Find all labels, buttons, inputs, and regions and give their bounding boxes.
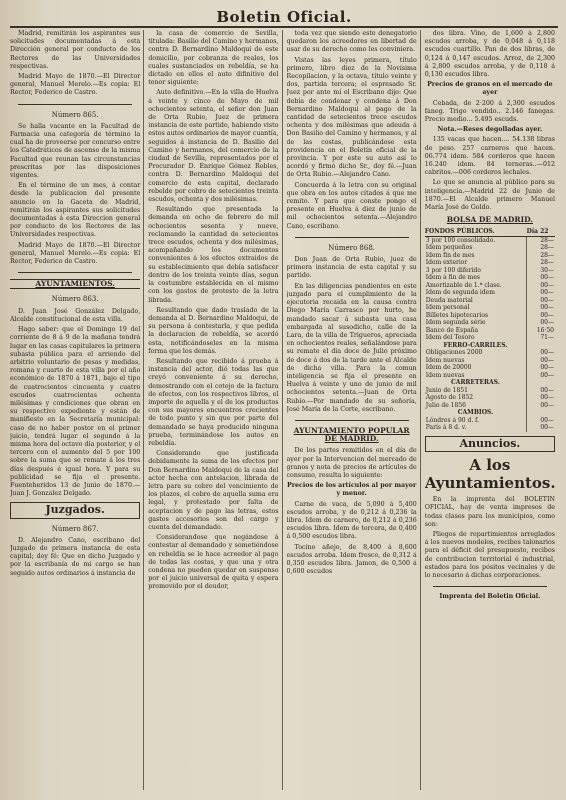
columns bbox=[10, 30, 558, 790]
row-label: Idem nuevas bbox=[425, 356, 465, 364]
table-row bbox=[425, 304, 555, 312]
row-value: 00— bbox=[527, 282, 555, 290]
row-value: 28— bbox=[527, 236, 555, 244]
column-3 bbox=[287, 30, 421, 790]
table-row bbox=[425, 417, 555, 425]
row-value bbox=[527, 379, 555, 387]
column-2 bbox=[148, 30, 282, 790]
row-value: 28— bbox=[527, 244, 555, 252]
paragraph: En la imprenta del BOLETIN OFICIAL, hay de venta impresos de todas clases para los municipios, como son: bbox=[424, 496, 555, 528]
bond-table bbox=[425, 228, 555, 432]
section-heading: AYUNTAMIENTOS. bbox=[10, 279, 140, 289]
table-row bbox=[425, 289, 555, 297]
notice-number: Número 868. bbox=[328, 243, 376, 252]
headline: A los Ayuntamientos. bbox=[424, 456, 556, 493]
row-label: Julio de 1856 bbox=[425, 401, 466, 409]
table-row bbox=[425, 312, 555, 320]
row-value bbox=[527, 342, 555, 350]
table-row bbox=[425, 282, 555, 290]
paragraph: Resultando que dado traslado de la demanda al D. Bernardino Maldoqui, de su persona á contestarla, y que pedida la declaracion de rebeldía, se acordó esta, notificándoseles en la misma forma que los demás. bbox=[148, 306, 279, 355]
row-value: 00— bbox=[527, 387, 555, 395]
paragraph: Hago saber: que el Domingo 19 del corriente de 8 á 9 de la mañana tendrá lugar en las casas capitulares la primera subasta pública para el arriendo del arbitrio voluntario de pesas y medidas, romana y cuarto de esta villa por el año económico de 1870 á 1871, bajo el tipo de cuatrocientos cincuenta y cuatro escudos cuatrocientas ochenta milésimas y condiciones que obran en su respectivo expediente y están de manifiesto en la Secretaría municipal: caso de no haber postor en el primer juicio, tendrá lugar el segundo á la misma hora del octavo día posterior, y el tercero con el aumento del 5 por 100 sobre la suma que se remate á los tres días después é igual hora. Y para su publicidad se fija el presente. Fuenteheridos 13 de Junio de 1870.—Juan J. Gonzalez Delgado. bbox=[10, 326, 141, 498]
row-label: Idem fin de mes bbox=[425, 251, 475, 259]
row-label: Idem de 20000 bbox=[425, 364, 472, 372]
notice-number: Número 863. bbox=[51, 295, 99, 304]
table-row bbox=[425, 357, 555, 365]
table-row bbox=[425, 387, 555, 395]
paragraph: 135 vacas que hacen.... 54.138 libras de peso. 257 carneros que hacen. 06.774 idem. 584 corderos que hacen 16.240 idem. 84 terneras..—012 cabritos.—006 corderos lechales. bbox=[424, 136, 555, 177]
row-value: 00— bbox=[527, 424, 555, 432]
section-heading: Juzgados. bbox=[10, 502, 140, 518]
notice-number: Número 865. bbox=[51, 110, 99, 119]
section-heading: AYUNTAMIENTO POPULAR DE MADRID. bbox=[293, 425, 410, 444]
row-label: Idem de segunda idem bbox=[425, 289, 495, 297]
paragraph: Pliegos de repartimientos arreglados á los nuevos modelos, recibos talonarios para el déficit del presupuesto, recibos de contribucion territorial é industrial, estados para los pósitos vecinales y de lo necesario á dichas corporaciones. bbox=[424, 530, 555, 579]
divider bbox=[433, 586, 547, 587]
row-label: CARRETERAS. bbox=[451, 379, 500, 387]
row-label: Idem nuevas bbox=[425, 371, 465, 379]
row-value: 00— bbox=[527, 297, 555, 305]
row-value: 00— bbox=[527, 372, 555, 380]
row-value: 71— bbox=[527, 334, 555, 342]
column-1 bbox=[10, 30, 144, 790]
row-label: Agosto de 1852 bbox=[425, 394, 474, 402]
divider bbox=[18, 272, 132, 273]
divider bbox=[295, 420, 409, 421]
row-value: 00— bbox=[527, 357, 555, 365]
row-label: Idem exterior bbox=[425, 259, 468, 267]
divider bbox=[295, 237, 409, 238]
table-header: Día 22 bbox=[527, 228, 555, 236]
paragraph: Carne de vaca, de 5,090 á 5,400 escudos arroba, y de 0,212 á 0,236 la libra. Idem de carnero, de 0,212 á 0,236 escudos libra. Idem de tercera, de 0,400 á 0,500 escudos libra. bbox=[286, 500, 417, 541]
row-label: Idem del Tesoro bbox=[425, 334, 475, 342]
table-row bbox=[425, 274, 555, 282]
paragraph: Vistas las leyes primera, título primero, libro diez de la Novísima Recopilacion, y la octava, título veinte y dos, partida tercera; el espresado Sr. Juez por ante mí el Escribano dijo: Que debía de condenar y condena á Don Bernardino Maldoqui al pago de la cantidad de setecientos trece escudos ochenta y dos milésimas que adeuda á Don Basilio del Camino y hermanos, y al de las costas, publicándose esta providencia en el Boletín oficial de la provincia. Y por este su auto así lo acordó y firmó dicho Sr., doy fé.—Juan de Orta Rubio.—Alejandro Cano. bbox=[286, 56, 417, 179]
column-4 bbox=[425, 30, 558, 790]
paragraph: la casa de comercio de Sevilla, titulada: Basilio del Camino y hermanos, contra D. Bernardino Maldoqui de este domicilio, por cobranza de reales, los cuales sustanciados en rebeldía, se ha dictado en ellos el auto difinitivo del tenor siguiente: bbox=[148, 30, 279, 87]
table-row bbox=[425, 244, 555, 252]
row-value: 00— bbox=[527, 319, 555, 327]
table-row bbox=[425, 394, 555, 402]
masthead-title: Boletin Oficial. bbox=[10, 6, 558, 28]
paragraph: De los partes remitidos en el día de ayer por la Intervencion del mercado de granos y nota de precios de artículos de consumo, resulta lo siguiente: bbox=[286, 447, 417, 479]
table-row bbox=[425, 252, 555, 260]
table-row bbox=[425, 424, 555, 432]
paragraph: D. Juan José González Delgado, Alcalde constitucional de esta villa. bbox=[10, 307, 141, 323]
row-value: 00— bbox=[527, 349, 555, 357]
table-row bbox=[425, 402, 555, 410]
row-label: Obligaciones 2000 bbox=[425, 349, 483, 357]
paragraph: Considerandose que negándose á contestar al demandado y sometiéndose en rebeldía se le hace acreedor al pago de todas las costas, y que una y otra condena no pueden quedar en suspenso por el juicio universal de quita y espera promovido por el deudor, bbox=[148, 534, 279, 591]
row-label: Banco de España bbox=[425, 326, 479, 334]
imprint: Imprenta del Boletin Oficial. bbox=[439, 593, 541, 601]
row-value: 28— bbox=[527, 252, 555, 260]
paragraph: Madrid Mayo de 1870.—El Director general, Manuel Merelo.—Es copia: El Rector, Federico de Castro. bbox=[10, 241, 141, 266]
row-value: 00— bbox=[527, 364, 555, 372]
subheading: Nota.—Reses degolladas ayer. bbox=[437, 126, 543, 134]
table-row bbox=[425, 342, 555, 350]
paragraph: En las diligencias pendientes en este juzgado para el cumplimiento de la ejecutoria recaida en la causa contra Diego María Carrasco por hurto, he mandado sacar á subasta una casa embargada al susodicho, calle de la Lara, de la villa de Trigueros, apreciada en ochocientos reales, señalándose para su remate el dia doce de Julio próximo de doce á dos de la tarde ante el Alcalde de dicha villa. Para la comun inteligencia se fija el presente en Huelva á veinte y uno de junio de mil ochocientos setenta.—Juan de Orta Rubio.—Por mandado de su señoría, José María de la Corte, escribano. bbox=[286, 282, 417, 413]
row-value: 00— bbox=[527, 417, 555, 425]
row-label: FERRO-CARRILES. bbox=[443, 341, 508, 349]
row-value: 00— bbox=[527, 394, 555, 402]
table-row bbox=[425, 379, 555, 387]
row-value: 30— bbox=[527, 267, 555, 275]
row-label: 3 por 100 diferido bbox=[425, 266, 481, 274]
paragraph: Resultando que recibido á prueba á instancia del actor, dió todas las que creyó conveniente á su derecho, demostrando con el cotejo de la factura de efectos, con los respectivos libros, el importe de aquella y el de los productos con sus mayores encuentros crecientes de todo punto y sin que por parte del demandado se haya producido ninguna prueba, terminándose los autos en rebeldía. bbox=[148, 357, 279, 447]
row-label: Idem á fin de mes bbox=[425, 274, 480, 282]
divider bbox=[18, 104, 132, 105]
row-value: 00— bbox=[527, 402, 555, 410]
table-row bbox=[425, 259, 555, 267]
paragraph: D. Alejandro Cano, escribano del Juzgado de primera instancia de esta capital; doy fé: Que en dicho Juzgado y por la escribanía de mi cargo se han seguido autos ordinarios á instancia de bbox=[10, 536, 141, 577]
paragraph: Madrid Mayo de 1870.—El Director general, Manuel Merelo.—Es copia: El Rector, Federico de Castro. bbox=[10, 73, 141, 97]
subheading: Precios de granos en el mercado de ayer bbox=[427, 81, 553, 97]
paragraph: En el término de un mes, á contar desde la publicacion del presente anuncio en la Gaceta de Madrid, remitirán los aspirantes sus solicitudes documentadas á esta Direccion general por conducto de los Rectores de las Universidades respectivas. bbox=[10, 182, 141, 239]
row-label: París á 8 d. v. bbox=[425, 424, 467, 432]
row-value: 00— bbox=[527, 304, 555, 312]
row-label: 3 por 100 consolidado. bbox=[425, 236, 496, 244]
row-value: 28— bbox=[527, 259, 555, 267]
paragraph: Concuerda á la letra con su original que obra en los autos citados á que me remito. Y para que conste pongo el presente en Huelva á diez de junio de mil ochocientos setenta.—Alejandro Cano, escribano. bbox=[286, 181, 417, 230]
paragraph: Cebada, de 2·200 á 2,300 escudos faneg. Trigo vendido.. 2.146 fanegas. Precio medio... 5.495 escuds. bbox=[424, 99, 555, 124]
table-row bbox=[425, 409, 555, 417]
row-value: 00— bbox=[527, 274, 555, 282]
table-row bbox=[425, 327, 555, 335]
row-label: Lóndres á 90 d. f. bbox=[425, 416, 480, 424]
bond-rows bbox=[425, 236, 555, 432]
table-row bbox=[425, 349, 555, 357]
row-value: 00— bbox=[527, 289, 555, 297]
table-row bbox=[425, 372, 555, 380]
paragraph: Don Juan de Orta Rubio, juez de primera instancia de esta capital y su partido. bbox=[286, 256, 417, 280]
row-label: Idem pequeños bbox=[425, 244, 473, 252]
table-row bbox=[425, 364, 555, 372]
row-value: 16·50 bbox=[527, 327, 555, 335]
paragraph: Considerando que justificada debidamente la suma de los efectos por Don Bernardino Maldoqui de la casa del actor hecha con antelacion, librada de letra para su cobro del vencimiento de los plazos, el cobro de aquella suma era legal, y protestado por falta de aceptacion y de pago las letras, estos gastos accesorios son del cargo y cuenta del demandado. bbox=[148, 450, 279, 531]
row-label: Idem personal bbox=[425, 304, 470, 312]
row-label: Junio de 1851 bbox=[425, 386, 468, 394]
table-row bbox=[425, 297, 555, 305]
table-header: FONDOS PÚBLICOS. bbox=[425, 228, 527, 236]
subheading: Precios de los artículos al por mayor y menor. bbox=[286, 482, 417, 498]
paragraph: Se halla vacante en la Facultad de Farmacia una categoría de término la cual ha de proveerse por concurso entre los Catedráticos de ascenso de la misma Facultad que reunan las circunstancias prescritas por las disposiciones vigentes. bbox=[10, 122, 141, 180]
paragraph: dos libra. Vino, de 1,600 á 2,800 escudos arroba, y de 0,048 á 0,118 escudos cuartillo. Pan de dos libras, de 0,124 á 0,147 escudos. Arroz, de 2,300 á 2,800 escudos arroba, y de 0,118 á 0,130 escudos libra. bbox=[424, 30, 555, 79]
row-label: CAMBIOS. bbox=[457, 409, 494, 417]
section-heading: BOLSA DE MADRID. bbox=[446, 215, 533, 225]
row-label: Deuda material bbox=[425, 296, 473, 304]
paragraph: Lo que se anuncia al público para su inteligencia.—Madrid 22 de Junio de 1870.—El Alcalde primero Manuel María José de Goldo. bbox=[424, 179, 555, 212]
table-row bbox=[425, 334, 555, 342]
paragraph: Tocino añejo, de 8,400 á 8,600 escudos arroba. Idem fresco, de 0,312 á 0,350 escudos libra. Jamon, de 0,500 á 0,600 escudos bbox=[286, 543, 417, 576]
notice-number: Número 867. bbox=[51, 524, 99, 533]
table-row bbox=[425, 319, 555, 327]
paragraph: toda vez que siendo este denegatorio quedaron los acreedores en libertad de usar de su derecho como les conviniera. bbox=[286, 30, 417, 54]
table-row bbox=[425, 267, 555, 275]
section-heading: Anuncios. bbox=[425, 436, 555, 452]
table-row bbox=[425, 236, 555, 244]
paragraph: Auto definitivo.—En la villa de Huelva á veinte y cinco de Mayo de mil ochocientos setenta, el señor don Juan de Orta Rubio, Juez de primera instancia de este partido, habiendo visto estos autos ordinarios de mayor cuantía, seguidos á instancia de D. Basilio del Camino y hermanos, del comercio de la ciudad de Sevilla, representados por el Procurador D. Enrique Gómez Robles, contra D. Bernardino Maldoqui del comercio de esta capital, declarado rebelde por cobro de setecientos treinta escudos, ochenta y dos milésimas. bbox=[148, 89, 279, 204]
row-label: Idem segunda série bbox=[425, 319, 486, 327]
paragraph: Madrid, remitirán los aspirantes sus solicitudes documentadas á esta Dirección general por conducto de los Rectores de las Universidades respectivas. bbox=[10, 30, 141, 70]
row-label: Billetes hipotecarios bbox=[425, 311, 489, 319]
row-value: 00— bbox=[527, 312, 555, 320]
row-label: Amortizable de 1.ª clase. bbox=[425, 281, 502, 289]
paragraph: Resultando que presentada la demanda en ocho de febrero de mil ochocientos sesenta y nueve, reclamando la cantidad de setecientos trece escudos, ochenta y dos milésimas, acompañando los documentos convenientes á los efectos extraidos de su establecimiento que debía satisfacer dentro de los treinta veinte días, segun la costumbre establecida en el mismo con los gastos de protesto de la letra librada. bbox=[148, 206, 279, 304]
row-value bbox=[527, 409, 555, 417]
